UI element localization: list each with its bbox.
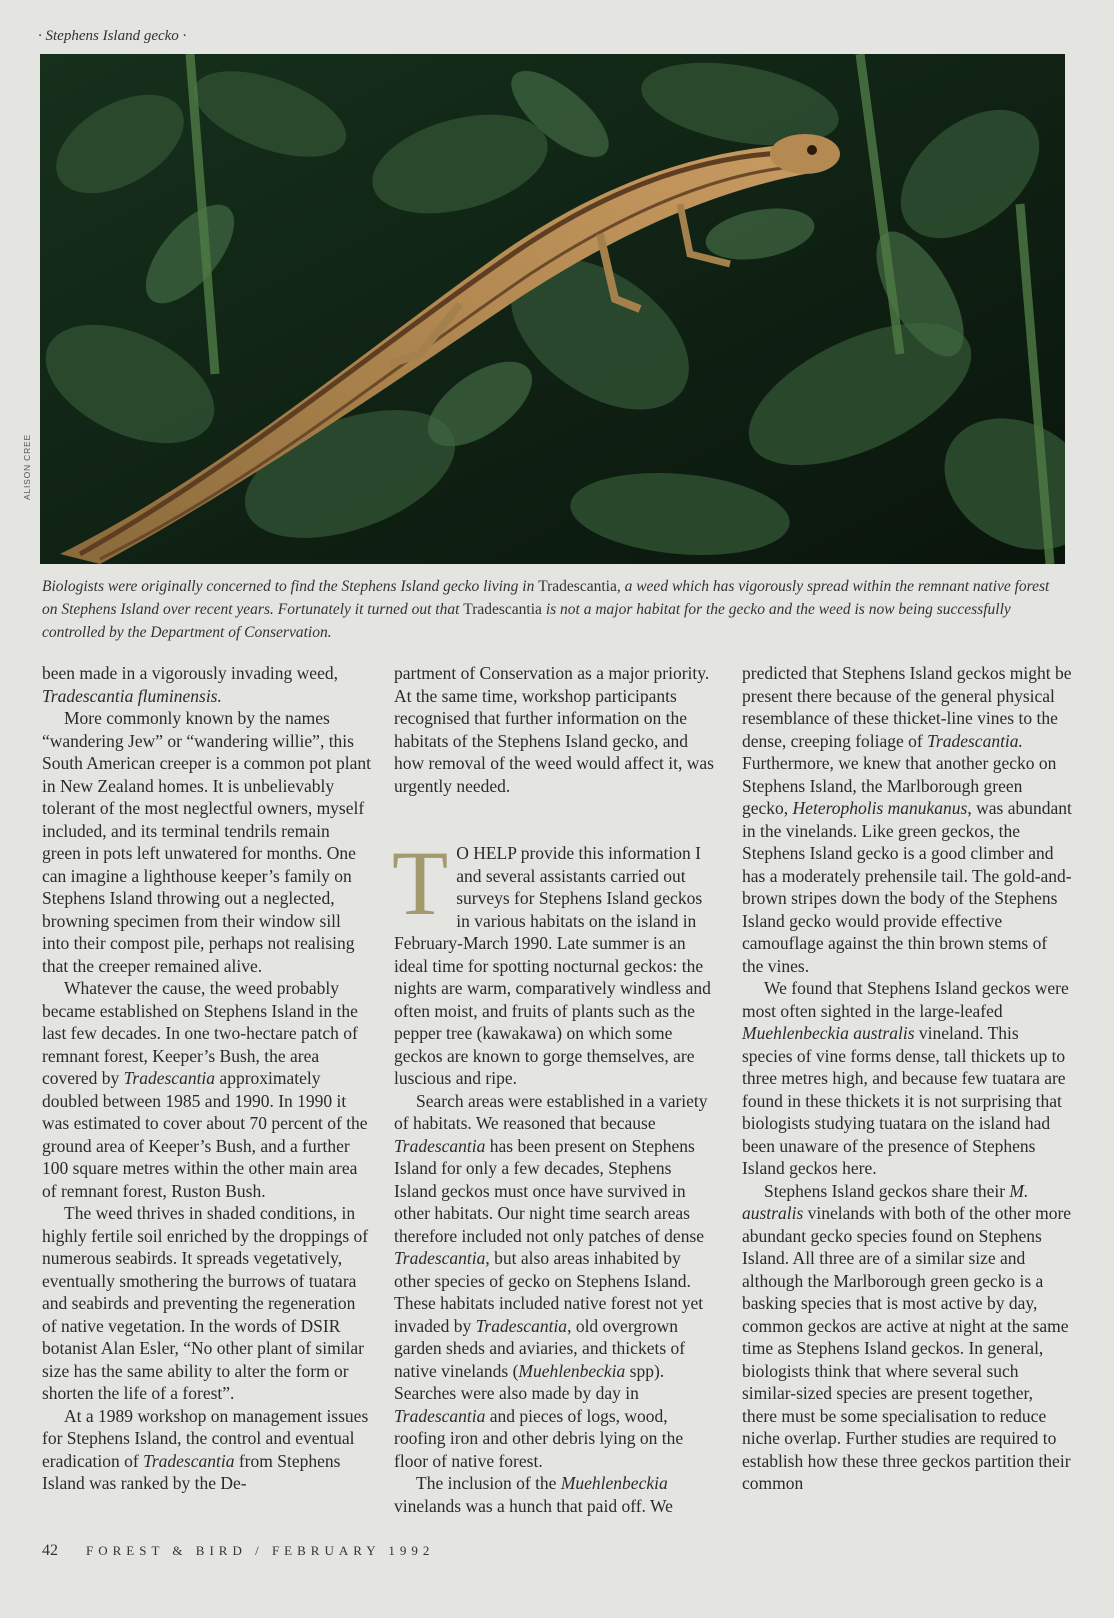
paragraph: been made in a vigorously invading weed, Tradescantia fluminensis.: [42, 663, 338, 706]
paragraph: At a 1989 workshop on management issues for Stephens Island, the control and eventual eradication of Tradescantia from Stephens Island was ranked by the De-: [42, 1405, 369, 1493]
photo-credit: ALISON CREE: [22, 434, 32, 500]
paragraph: The inclusion of the Muehlenbeckia vinelands was a hunch that paid off. We: [394, 1473, 673, 1516]
paragraph: T O HELP provide this information I and several assistants carried out surveys for Stephens Island geckos in various habitats on the island in February-March 1990. Late summer is an ideal time for spotting nocturnal geckos: the nights are warm, comparatively windless and often moist, and fruits of plants such as the pepper tree (kawakawa) on which some geckos are known to gorge themselves, are luscious and ripe.: [392, 832, 711, 1088]
masthead: FOREST & BIRD / FEBRUARY 1992: [86, 1543, 435, 1558]
paragraph: We found that Stephens Island geckos were most often sighted in the large-leafed Muehlenbeckia australis vineland. This species of vine forms dense, tall thickets up to three metres high, and because few tuatara are found in these thickets it is not surprising that biologists studying tuatara on the island had been unaware of the presence of Stephens Island geckos here.: [742, 978, 1069, 1178]
paragraph: More commonly known by the names “wandering Jew” or “wandering willie”, this South American creeper is a common pot plant in New Zealand homes. It is unbelievably tolerant of the most neglectful owners, myself included, and its terminal tendrils remain green in pots left unwatered for months. One can imagine a lighthouse keeper’s family on Stephens Island throwing out a neglected, browning specimen from their window sill into their compost pile, perhaps not realising that the creeper remained alive.: [42, 708, 372, 976]
article-column-3: [742, 662, 1072, 1495]
drop-cap: T: [392, 832, 449, 934]
paragraph: predicted that Stephens Island geckos might be present there because of the general physical resemblance of these thicket-line vines to the dense, creeping foliage of Tradescantia. Furthermore, we knew that another gecko on Stephens Island, the Marlborough green gecko, Heteropholis manukanus, was abundant in the vinelands. Like green geckos, the Stephens Island gecko is a good climber and has a moderately prehensile tail. The gold-and-brown stripes down the body of the Stephens Island gecko would provide effective camouflage against the thin brown stems of the vines.: [742, 663, 1072, 976]
page-footer: [42, 1542, 434, 1560]
article-column-2: [394, 662, 714, 1517]
paragraph: Stephens Island geckos share their M. australis vinelands with both of the other more abundant gecko species found on Stephens Island. All three are of a similar size and although the Marlborough green gecko is a basking species that is most active by day, common geckos are active at night at the same time as Stephens Island geckos. In general, biologists think that where several such similar-sized species are present together, there must be some specialisation to reduce niche overlap. Further studies are required to establish how these three geckos partition their common: [742, 1180, 1072, 1493]
gecko-photo-illustration: [40, 54, 1065, 564]
paragraph: partment of Conservation as a major priority. At the same time, workshop participants recognised that further information on the habitats of the Stephens Island gecko, and how removal of the weed would affect it, was urgently needed.: [394, 663, 714, 796]
paragraph: Search areas were established in a variety of habitats. We reasoned that because Tradescantia has been present on Stephens Island for only a few decades, Stephens Island geckos must once have survived in other habitats. Our night time search areas therefore included not only patches of dense Tradescantia, but also areas inhabited by other species of gecko on Stephens Island. These habitats included native forest not yet invaded by Tradescantia, old overgrown garden sheds and aviaries, and thickets of native vinelands (Muehlenbeckia spp). Searches were also made by day in Tradescantia and pieces of logs, wood, roofing iron and other debris lying on the floor of native forest.: [394, 1090, 708, 1471]
article-column-1: [42, 662, 372, 1495]
paragraph: The weed thrives in shaded conditions, in highly fertile soil enriched by the droppings of numerous seabirds. It spreads vegetatively, eventually smothering the burrows of tuatara and seabirds and preventing the regeneration of native vegetation. In the words of DSIR botanist Alan Esler, “No other plant of similar size has the same ability to alter the form or shorten the life of a forest”.: [42, 1203, 369, 1403]
page-number: 42: [42, 1542, 58, 1559]
gecko-photo: [40, 54, 1065, 564]
photo-caption: Biologists were originally concerned to find the Stephens Island gecko living in Tradescantia, a weed which has vigorously spread within the remnant native forest on Stephens Island over recent years. Fortunately it turned out that Tradescantia is not a major habitat for the gecko and the weed is now being successfully controlled by the Department of Conservation.: [42, 578, 1050, 641]
paragraph: Whatever the cause, the weed probably became established on Stephens Island in the last few decades. In one two-hectare patch of remnant forest, Keeper’s Bush, the area covered by Tradescantia approximately doubled between 1985 and 1990. In 1990 it was estimated to cover about 70 percent of the ground area of Keeper’s Bush, and a further 100 square metres within the other main area of remnant forest, Ruston Bush.: [42, 978, 368, 1201]
running-head: · Stephens Island gecko ·: [38, 28, 187, 44]
